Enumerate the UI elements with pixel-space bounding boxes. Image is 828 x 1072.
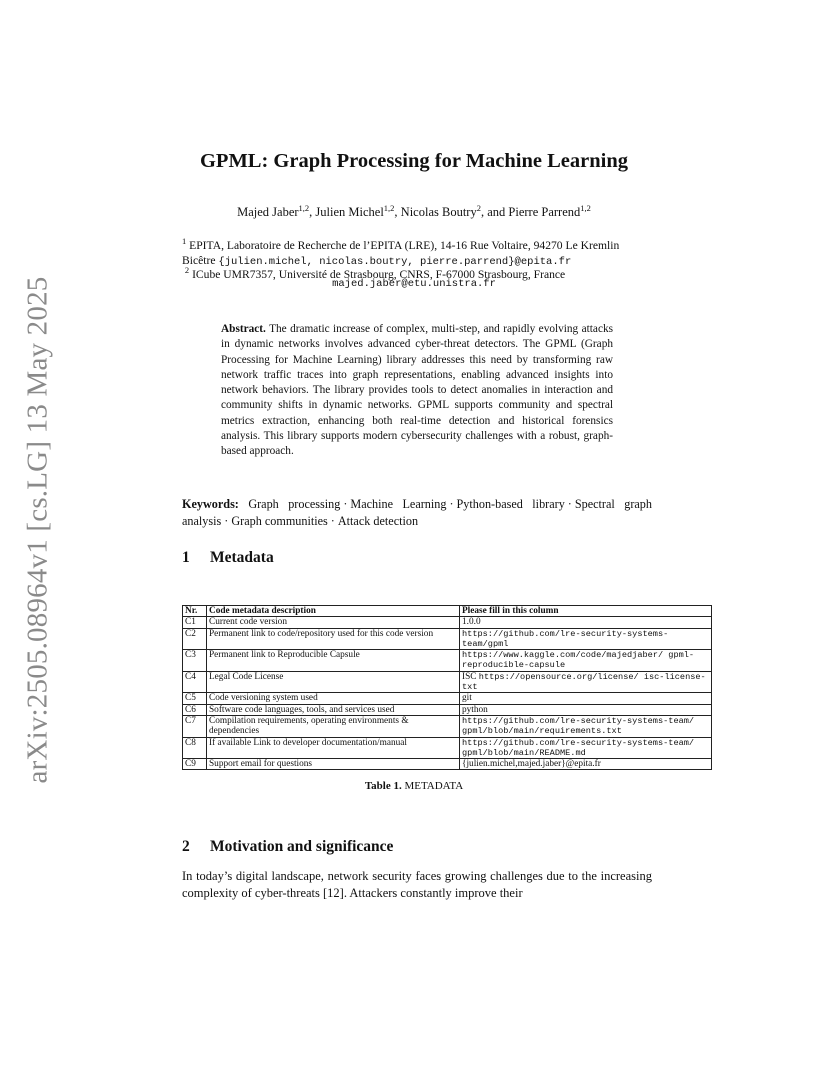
section-number: 1: [182, 549, 190, 566]
affiliation-mark: 2: [184, 265, 190, 275]
table-row: [183, 759, 712, 770]
table-header-cell: Please fill in this column: [460, 606, 712, 617]
table-cell-value: [460, 671, 712, 693]
table-cell-nr: C9: [183, 759, 207, 770]
table-cell-desc: Current code version: [207, 617, 460, 628]
table-cell-value: https://github.com/lre-security-systems-team/ gpml/blob/main/requirements.txt: [460, 715, 712, 737]
table-cell-nr: C7: [183, 715, 207, 737]
table-row: [183, 693, 712, 704]
abstract-text: The dramatic increase of complex, multi-step, and rapidly evolving attacks in dynamic networks involves advanced cyber-threat detectors. The GPML (Graph Processing for Machine Learning) library addresses this need by transforming raw network traffic traces into graph representations, enabling advanced insights into network behaviors. The library provides tools to detect anomalies in interaction and community shifts in dynamic networks. GPML supports community and spectral metrics extraction, enhancing both real-time detection and historical forensics analysis. This library supports modern cybersecurity challenges with a robust, graph-based approach.: [221, 323, 613, 458]
affiliation-emails: {julien.michel, nicolas.boutry, pierre.parrend}@epita.fr: [218, 255, 572, 268]
section-number: 2: [182, 838, 190, 855]
author-name: Majed Jaber: [237, 205, 299, 220]
table-cell-value: https://www.kaggle.com/code/majedjaber/ gpml-reproducible-capsule: [460, 650, 712, 672]
section-title: Motivation and significance: [210, 838, 394, 855]
table-row: [183, 715, 712, 737]
keyword: Spectral graph analysis: [182, 497, 652, 528]
abstract: [221, 322, 613, 460]
table-header-cell: Nr.: [183, 606, 207, 617]
table-cell-value: python: [460, 704, 712, 715]
author-name: Nicolas Boutry: [400, 205, 477, 220]
table-header-row: [183, 606, 712, 617]
keywords-label: Keywords:: [182, 497, 239, 511]
license-url: https://opensource.org/license/ isc-license-txt: [462, 671, 706, 693]
keyword: Graph processing: [248, 497, 341, 511]
author-separator: , and: [480, 205, 509, 220]
affiliation-text: ICube UMR7357, Université de Strasbourg, CNRS, F-67000 Strasbourg, France: [192, 267, 566, 281]
affiliation-text: EPITA, Laboratoire de Recherche de l’EPITA (LRE), 14-16 Rue Voltaire, 94270 Le Kremlin Bicêtre: [182, 238, 620, 267]
author-separator: ,: [394, 205, 401, 220]
keyword: Attack detection: [337, 513, 419, 528]
keyword-separator: ·: [330, 513, 335, 528]
table-cell-value: https://github.com/lre-security-systems-team/ gpml/blob/main/README.md: [460, 737, 712, 759]
table-cell-value: https://github.com/lre-security-systems-team/gpml: [460, 628, 712, 650]
paper-title: GPML: Graph Processing for Machine Learning: [199, 150, 628, 172]
table-row: [183, 671, 712, 693]
section-title: Metadata: [210, 549, 274, 566]
author-list: [0, 203, 828, 220]
table-header-cell: Code metadata description: [207, 606, 460, 617]
keyword-separator: ·: [224, 513, 229, 528]
table-row: [183, 704, 712, 715]
table-row: [183, 628, 712, 650]
table-cell-desc: Permanent link to Reproducible Capsule: [207, 650, 460, 672]
table-row: [183, 650, 712, 672]
table-cell-nr: C4: [183, 671, 207, 693]
table-cell-value: 1.0.0: [460, 617, 712, 628]
keyword-separator: ·: [567, 497, 572, 511]
table-cell-desc: Code versioning system used: [207, 693, 460, 704]
keyword: Python-based library: [456, 497, 565, 511]
keyword-separator: ·: [343, 497, 348, 511]
author-affiliation-mark: 1,2: [383, 203, 395, 213]
table-caption: [0, 780, 828, 792]
author-affiliation-mark: 2: [476, 203, 481, 213]
keywords: [182, 496, 652, 529]
table-cell-nr: C3: [183, 650, 207, 672]
author-name: Julien Michel: [315, 205, 384, 220]
table-cell-nr: C6: [183, 704, 207, 715]
table-cell-nr: C2: [183, 628, 207, 650]
table-cell-desc: Software code languages, tools, and services used: [207, 704, 460, 715]
table-cell-desc: If available Link to developer documentation/manual: [207, 737, 460, 759]
keyword-separator: ·: [449, 497, 454, 511]
table-cell-value: git: [460, 693, 712, 704]
table-cell-nr: C5: [183, 693, 207, 704]
table-cell-nr: C1: [183, 617, 207, 628]
author-name: Pierre Parrend: [508, 205, 581, 220]
table-cell-desc: Legal Code License: [207, 671, 460, 693]
table-caption-text: METADATA: [404, 780, 464, 792]
table-cell-nr: C8: [183, 737, 207, 759]
author-affiliation-mark: 1,2: [580, 203, 591, 213]
table-row: [183, 737, 712, 759]
metadata-table: [182, 605, 712, 770]
table-cell-desc: Compilation requirements, operating environments & dependencies: [207, 715, 460, 737]
section-heading-motivation: [182, 838, 393, 856]
license-name: ISC: [462, 671, 477, 682]
affiliation-mark: 1: [182, 236, 187, 246]
arxiv-identifier-stamp: arXiv:2505.08964v1 [cs.LG] 13 May 2025: [21, 276, 54, 784]
keyword: Machine Learning: [350, 497, 447, 511]
keyword: Graph communities: [231, 513, 328, 528]
body-paragraph: In today’s digital landscape, network security faces growing challenges due to the increasing complexity of cyber-threats [12]. Attackers constantly improve their: [182, 869, 652, 900]
author-affiliation-mark: 1,2: [298, 203, 310, 213]
table-cell-value: {julien.michel,majed.jaber}@epita.fr: [460, 759, 712, 770]
section-heading-metadata: [182, 549, 274, 567]
table-cell-desc: Permanent link to code/repository used for this code version: [207, 628, 460, 650]
table-row: [183, 617, 712, 628]
table-caption-label: Table 1.: [364, 780, 402, 792]
affiliation-2-email: majed.jaber@etu.unistra.fr: [332, 278, 496, 290]
table-cell-desc: Support email for questions: [207, 759, 460, 770]
abstract-label: Abstract.: [221, 323, 266, 335]
author-separator: ,: [309, 205, 316, 220]
